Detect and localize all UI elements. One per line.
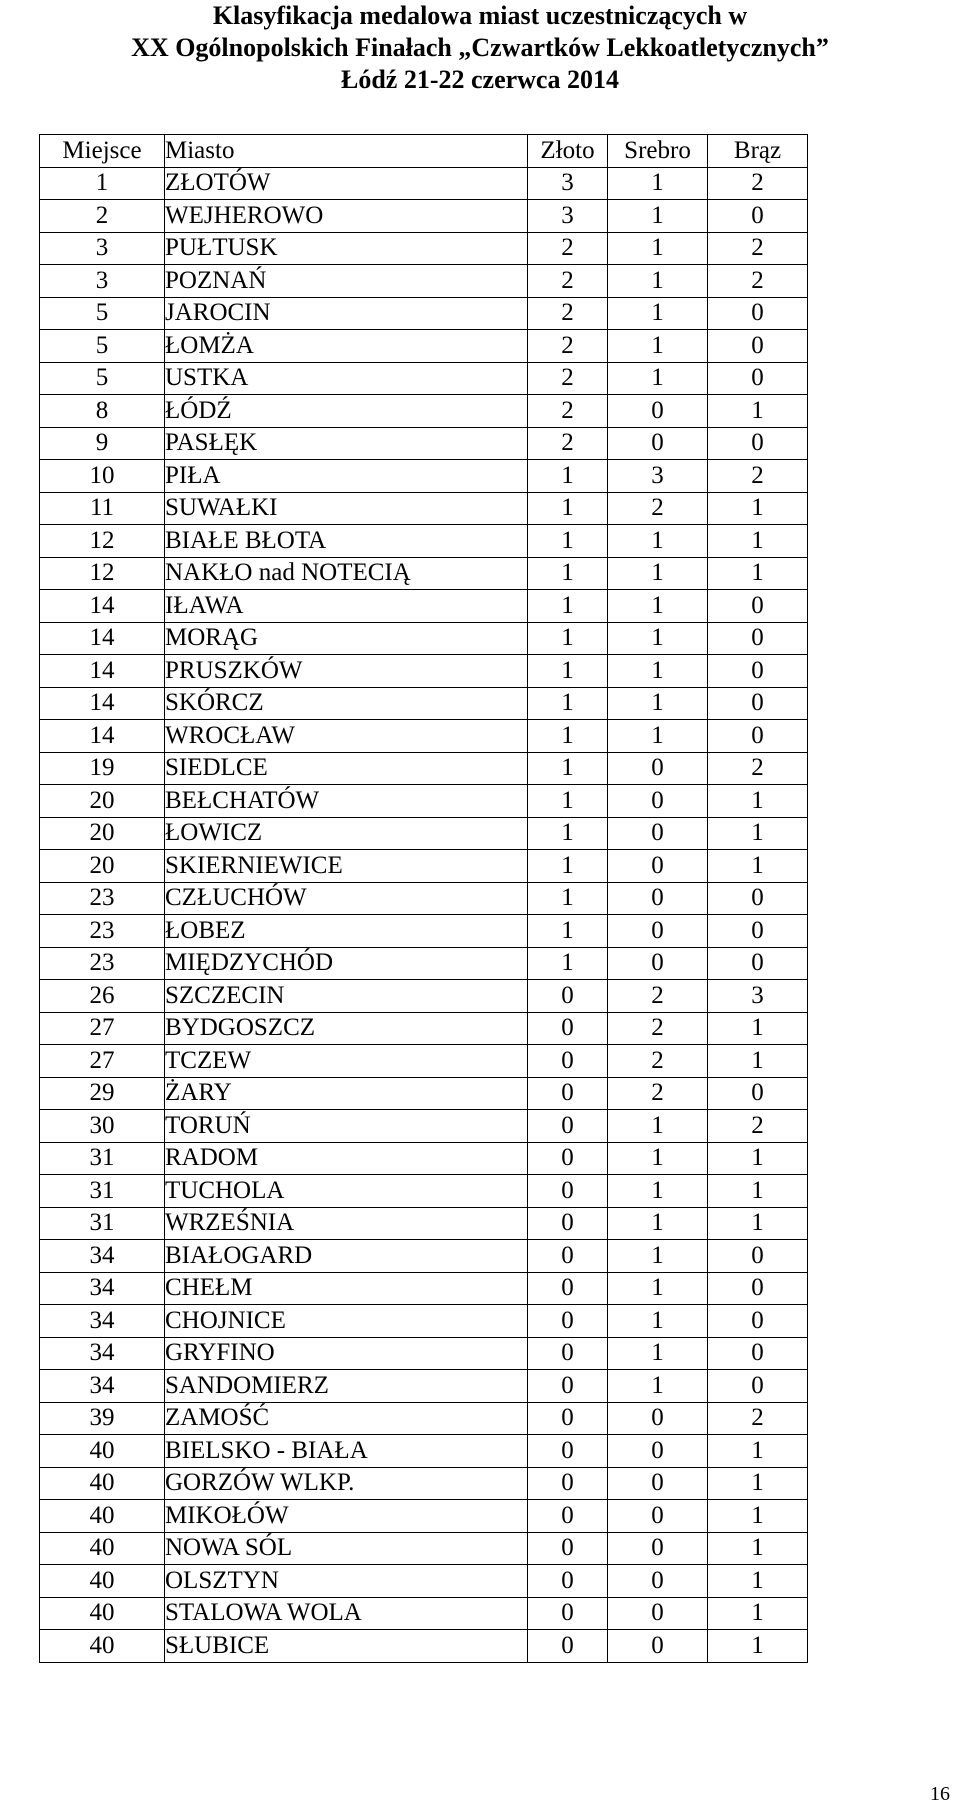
cell-bronze: 2 bbox=[708, 167, 808, 200]
cell-city: PIŁA bbox=[165, 460, 528, 493]
cell-city: WRZEŚNIA bbox=[165, 1207, 528, 1240]
cell-gold: 0 bbox=[528, 980, 608, 1013]
table-row bbox=[40, 720, 808, 753]
table-header-row bbox=[40, 135, 808, 168]
cell-bronze: 0 bbox=[708, 362, 808, 395]
cell-city: WROCŁAW bbox=[165, 720, 528, 753]
title-line-1: Klasyfikacja medalowa miast uczestniczących w bbox=[212, 1, 748, 30]
table-row bbox=[40, 817, 808, 850]
cell-city: SANDOMIERZ bbox=[165, 1370, 528, 1403]
cell-city: SIEDLCE bbox=[165, 752, 528, 785]
medal-table bbox=[39, 134, 808, 1663]
cell-silver: 1 bbox=[608, 167, 708, 200]
cell-place: 40 bbox=[40, 1597, 165, 1630]
cell-place: 29 bbox=[40, 1077, 165, 1110]
cell-city: POZNAŃ bbox=[165, 265, 528, 298]
cell-city: GRYFINO bbox=[165, 1337, 528, 1370]
cell-place: 5 bbox=[40, 330, 165, 363]
cell-bronze: 1 bbox=[708, 1012, 808, 1045]
cell-city: NOWA SÓL bbox=[165, 1532, 528, 1565]
cell-silver: 1 bbox=[608, 330, 708, 363]
table-row bbox=[40, 655, 808, 688]
cell-silver: 1 bbox=[608, 1142, 708, 1175]
cell-silver: 2 bbox=[608, 1012, 708, 1045]
cell-silver: 1 bbox=[608, 687, 708, 720]
table-row bbox=[40, 947, 808, 980]
cell-place: 30 bbox=[40, 1110, 165, 1143]
document-title bbox=[0, 0, 960, 96]
cell-place: 31 bbox=[40, 1142, 165, 1175]
cell-place: 27 bbox=[40, 1045, 165, 1078]
cell-gold: 0 bbox=[528, 1175, 608, 1208]
cell-bronze: 1 bbox=[708, 1142, 808, 1175]
cell-bronze: 0 bbox=[708, 1272, 808, 1305]
cell-bronze: 1 bbox=[708, 1597, 808, 1630]
cell-gold: 0 bbox=[528, 1532, 608, 1565]
cell-place: 34 bbox=[40, 1337, 165, 1370]
cell-silver: 1 bbox=[608, 1370, 708, 1403]
table-row bbox=[40, 1435, 808, 1468]
cell-gold: 1 bbox=[528, 817, 608, 850]
cell-place: 12 bbox=[40, 525, 165, 558]
cell-bronze: 0 bbox=[708, 330, 808, 363]
cell-bronze: 1 bbox=[708, 1532, 808, 1565]
cell-gold: 0 bbox=[528, 1337, 608, 1370]
cell-bronze: 1 bbox=[708, 1435, 808, 1468]
table-row bbox=[40, 232, 808, 265]
cell-place: 10 bbox=[40, 460, 165, 493]
cell-bronze: 1 bbox=[708, 525, 808, 558]
cell-place: 14 bbox=[40, 687, 165, 720]
cell-gold: 0 bbox=[528, 1467, 608, 1500]
cell-place: 14 bbox=[40, 622, 165, 655]
cell-bronze: 2 bbox=[708, 232, 808, 265]
table-row bbox=[40, 1012, 808, 1045]
cell-gold: 1 bbox=[528, 947, 608, 980]
cell-bronze: 0 bbox=[708, 1370, 808, 1403]
cell-silver: 2 bbox=[608, 980, 708, 1013]
cell-bronze: 1 bbox=[708, 1175, 808, 1208]
cell-bronze: 1 bbox=[708, 1207, 808, 1240]
cell-city: BEŁCHATÓW bbox=[165, 785, 528, 818]
cell-place: 40 bbox=[40, 1500, 165, 1533]
cell-bronze: 1 bbox=[708, 785, 808, 818]
cell-silver: 1 bbox=[608, 590, 708, 623]
cell-bronze: 0 bbox=[708, 590, 808, 623]
cell-silver: 1 bbox=[608, 1175, 708, 1208]
cell-gold: 3 bbox=[528, 200, 608, 233]
cell-place: 3 bbox=[40, 265, 165, 298]
cell-gold: 2 bbox=[528, 395, 608, 428]
header-place: Miejsce bbox=[40, 135, 165, 168]
page-number: 16 bbox=[930, 1783, 950, 1805]
cell-gold: 2 bbox=[528, 265, 608, 298]
cell-city: PASŁĘK bbox=[165, 427, 528, 460]
cell-gold: 0 bbox=[528, 1207, 608, 1240]
cell-city: ŁOMŻA bbox=[165, 330, 528, 363]
table-row bbox=[40, 1467, 808, 1500]
cell-bronze: 2 bbox=[708, 460, 808, 493]
cell-gold: 2 bbox=[528, 232, 608, 265]
table-body bbox=[40, 167, 808, 1662]
cell-place: 20 bbox=[40, 817, 165, 850]
cell-place: 23 bbox=[40, 947, 165, 980]
cell-place: 11 bbox=[40, 492, 165, 525]
cell-place: 40 bbox=[40, 1630, 165, 1663]
cell-silver: 0 bbox=[608, 1532, 708, 1565]
table-row bbox=[40, 557, 808, 590]
cell-place: 20 bbox=[40, 785, 165, 818]
cell-city: MORĄG bbox=[165, 622, 528, 655]
cell-silver: 1 bbox=[608, 1110, 708, 1143]
cell-silver: 0 bbox=[608, 752, 708, 785]
cell-city: CHEŁM bbox=[165, 1272, 528, 1305]
cell-gold: 2 bbox=[528, 297, 608, 330]
table-row bbox=[40, 1337, 808, 1370]
cell-place: 3 bbox=[40, 232, 165, 265]
cell-gold: 0 bbox=[528, 1142, 608, 1175]
cell-city: ZAMOŚĆ bbox=[165, 1402, 528, 1435]
cell-city: SZCZECIN bbox=[165, 980, 528, 1013]
cell-city: TORUŃ bbox=[165, 1110, 528, 1143]
cell-city: ŁÓDŹ bbox=[165, 395, 528, 428]
table-row bbox=[40, 1207, 808, 1240]
cell-silver: 1 bbox=[608, 297, 708, 330]
table-row bbox=[40, 1597, 808, 1630]
cell-bronze: 0 bbox=[708, 622, 808, 655]
table-row bbox=[40, 1142, 808, 1175]
table-row bbox=[40, 167, 808, 200]
cell-bronze: 0 bbox=[708, 1240, 808, 1273]
cell-silver: 0 bbox=[608, 1565, 708, 1598]
cell-bronze: 0 bbox=[708, 427, 808, 460]
cell-gold: 1 bbox=[528, 557, 608, 590]
cell-place: 9 bbox=[40, 427, 165, 460]
cell-place: 8 bbox=[40, 395, 165, 428]
cell-gold: 0 bbox=[528, 1045, 608, 1078]
cell-place: 40 bbox=[40, 1435, 165, 1468]
header-bronze: Brąz bbox=[708, 135, 808, 168]
cell-gold: 1 bbox=[528, 622, 608, 655]
cell-silver: 0 bbox=[608, 1630, 708, 1663]
cell-place: 34 bbox=[40, 1240, 165, 1273]
cell-gold: 0 bbox=[528, 1272, 608, 1305]
cell-bronze: 0 bbox=[708, 200, 808, 233]
cell-bronze: 1 bbox=[708, 817, 808, 850]
table-row bbox=[40, 525, 808, 558]
cell-city: SUWAŁKI bbox=[165, 492, 528, 525]
cell-silver: 1 bbox=[608, 525, 708, 558]
cell-place: 39 bbox=[40, 1402, 165, 1435]
table-row bbox=[40, 1532, 808, 1565]
cell-place: 23 bbox=[40, 915, 165, 948]
cell-gold: 2 bbox=[528, 330, 608, 363]
cell-city: MIKOŁÓW bbox=[165, 1500, 528, 1533]
cell-bronze: 1 bbox=[708, 850, 808, 883]
cell-place: 27 bbox=[40, 1012, 165, 1045]
cell-city: ŁOBEZ bbox=[165, 915, 528, 948]
cell-city: SŁUBICE bbox=[165, 1630, 528, 1663]
cell-silver: 1 bbox=[608, 1207, 708, 1240]
cell-silver: 1 bbox=[608, 655, 708, 688]
cell-gold: 1 bbox=[528, 752, 608, 785]
table-row bbox=[40, 297, 808, 330]
cell-city: BYDGOSZCZ bbox=[165, 1012, 528, 1045]
cell-silver: 3 bbox=[608, 460, 708, 493]
cell-gold: 1 bbox=[528, 687, 608, 720]
table-row bbox=[40, 265, 808, 298]
table-row bbox=[40, 785, 808, 818]
cell-silver: 0 bbox=[608, 817, 708, 850]
cell-silver: 1 bbox=[608, 1240, 708, 1273]
table-row bbox=[40, 850, 808, 883]
header-city: Miasto bbox=[165, 135, 528, 168]
cell-silver: 1 bbox=[608, 265, 708, 298]
cell-place: 40 bbox=[40, 1467, 165, 1500]
cell-bronze: 3 bbox=[708, 980, 808, 1013]
table-row bbox=[40, 915, 808, 948]
cell-gold: 1 bbox=[528, 785, 608, 818]
cell-gold: 0 bbox=[528, 1305, 608, 1338]
cell-gold: 0 bbox=[528, 1240, 608, 1273]
cell-city: STALOWA WOLA bbox=[165, 1597, 528, 1630]
cell-city: USTKA bbox=[165, 362, 528, 395]
cell-gold: 1 bbox=[528, 915, 608, 948]
cell-city: PUŁTUSK bbox=[165, 232, 528, 265]
cell-place: 19 bbox=[40, 752, 165, 785]
table-row bbox=[40, 200, 808, 233]
table-row bbox=[40, 687, 808, 720]
cell-bronze: 1 bbox=[708, 492, 808, 525]
table-row bbox=[40, 752, 808, 785]
cell-silver: 1 bbox=[608, 362, 708, 395]
table-row bbox=[40, 1077, 808, 1110]
cell-silver: 0 bbox=[608, 1402, 708, 1435]
cell-city: BIELSKO - BIAŁA bbox=[165, 1435, 528, 1468]
cell-place: 14 bbox=[40, 720, 165, 753]
cell-bronze: 0 bbox=[708, 655, 808, 688]
cell-silver: 0 bbox=[608, 785, 708, 818]
cell-bronze: 0 bbox=[708, 915, 808, 948]
cell-silver: 0 bbox=[608, 882, 708, 915]
cell-place: 14 bbox=[40, 590, 165, 623]
cell-bronze: 1 bbox=[708, 1045, 808, 1078]
cell-bronze: 2 bbox=[708, 752, 808, 785]
cell-place: 34 bbox=[40, 1370, 165, 1403]
cell-gold: 0 bbox=[528, 1012, 608, 1045]
cell-silver: 1 bbox=[608, 1305, 708, 1338]
cell-silver: 1 bbox=[608, 1272, 708, 1305]
cell-gold: 1 bbox=[528, 525, 608, 558]
cell-bronze: 0 bbox=[708, 1077, 808, 1110]
cell-silver: 0 bbox=[608, 1500, 708, 1533]
cell-bronze: 0 bbox=[708, 297, 808, 330]
cell-silver: 0 bbox=[608, 915, 708, 948]
cell-city: MIĘDZYCHÓD bbox=[165, 947, 528, 980]
cell-gold: 3 bbox=[528, 167, 608, 200]
cell-bronze: 1 bbox=[708, 557, 808, 590]
cell-city: JAROCIN bbox=[165, 297, 528, 330]
cell-city: TUCHOLA bbox=[165, 1175, 528, 1208]
table-row bbox=[40, 1630, 808, 1663]
cell-place: 40 bbox=[40, 1565, 165, 1598]
cell-gold: 0 bbox=[528, 1077, 608, 1110]
table-row bbox=[40, 427, 808, 460]
table-row bbox=[40, 460, 808, 493]
table-row bbox=[40, 330, 808, 363]
cell-bronze: 1 bbox=[708, 1565, 808, 1598]
cell-place: 12 bbox=[40, 557, 165, 590]
cell-silver: 0 bbox=[608, 395, 708, 428]
cell-gold: 1 bbox=[528, 460, 608, 493]
cell-place: 5 bbox=[40, 297, 165, 330]
cell-bronze: 2 bbox=[708, 1110, 808, 1143]
cell-bronze: 0 bbox=[708, 882, 808, 915]
cell-silver: 1 bbox=[608, 557, 708, 590]
cell-gold: 0 bbox=[528, 1565, 608, 1598]
header-silver: Srebro bbox=[608, 135, 708, 168]
cell-city: CZŁUCHÓW bbox=[165, 882, 528, 915]
cell-city: OLSZTYN bbox=[165, 1565, 528, 1598]
cell-place: 1 bbox=[40, 167, 165, 200]
cell-silver: 0 bbox=[608, 1597, 708, 1630]
cell-silver: 2 bbox=[608, 492, 708, 525]
table-row bbox=[40, 1370, 808, 1403]
cell-gold: 1 bbox=[528, 882, 608, 915]
cell-silver: 1 bbox=[608, 622, 708, 655]
table-row bbox=[40, 492, 808, 525]
cell-place: 26 bbox=[40, 980, 165, 1013]
cell-silver: 1 bbox=[608, 232, 708, 265]
cell-place: 34 bbox=[40, 1272, 165, 1305]
cell-city: GORZÓW WLKP. bbox=[165, 1467, 528, 1500]
cell-city: RADOM bbox=[165, 1142, 528, 1175]
header-gold: Złoto bbox=[528, 135, 608, 168]
cell-gold: 0 bbox=[528, 1110, 608, 1143]
cell-city: SKIERNIEWICE bbox=[165, 850, 528, 883]
table-row bbox=[40, 1500, 808, 1533]
cell-bronze: 1 bbox=[708, 395, 808, 428]
cell-place: 31 bbox=[40, 1175, 165, 1208]
cell-gold: 0 bbox=[528, 1370, 608, 1403]
cell-silver: 1 bbox=[608, 200, 708, 233]
cell-place: 40 bbox=[40, 1532, 165, 1565]
cell-bronze: 1 bbox=[708, 1467, 808, 1500]
cell-gold: 0 bbox=[528, 1435, 608, 1468]
cell-gold: 1 bbox=[528, 850, 608, 883]
cell-gold: 0 bbox=[528, 1402, 608, 1435]
table-row bbox=[40, 882, 808, 915]
cell-gold: 0 bbox=[528, 1597, 608, 1630]
table-row bbox=[40, 1402, 808, 1435]
table-row bbox=[40, 1175, 808, 1208]
cell-bronze: 2 bbox=[708, 265, 808, 298]
cell-city: BIAŁOGARD bbox=[165, 1240, 528, 1273]
cell-place: 20 bbox=[40, 850, 165, 883]
title-line-3: Łódź 21-22 czerwca 2014 bbox=[341, 65, 619, 94]
cell-city: NAKŁO nad NOTECIĄ bbox=[165, 557, 528, 590]
cell-bronze: 0 bbox=[708, 1305, 808, 1338]
cell-city: WEJHEROWO bbox=[165, 200, 528, 233]
cell-bronze: 0 bbox=[708, 947, 808, 980]
table-row bbox=[40, 1305, 808, 1338]
cell-bronze: 1 bbox=[708, 1630, 808, 1663]
cell-city: CHOJNICE bbox=[165, 1305, 528, 1338]
cell-bronze: 0 bbox=[708, 687, 808, 720]
cell-silver: 2 bbox=[608, 1045, 708, 1078]
cell-city: ZŁOTÓW bbox=[165, 167, 528, 200]
cell-city: IŁAWA bbox=[165, 590, 528, 623]
cell-gold: 0 bbox=[528, 1630, 608, 1663]
cell-place: 31 bbox=[40, 1207, 165, 1240]
cell-silver: 0 bbox=[608, 850, 708, 883]
cell-gold: 1 bbox=[528, 655, 608, 688]
table-row bbox=[40, 1565, 808, 1598]
cell-gold: 1 bbox=[528, 720, 608, 753]
cell-place: 23 bbox=[40, 882, 165, 915]
cell-silver: 1 bbox=[608, 720, 708, 753]
cell-city: TCZEW bbox=[165, 1045, 528, 1078]
cell-city: PRUSZKÓW bbox=[165, 655, 528, 688]
table-row bbox=[40, 590, 808, 623]
cell-city: SKÓRCZ bbox=[165, 687, 528, 720]
cell-bronze: 0 bbox=[708, 1337, 808, 1370]
cell-place: 5 bbox=[40, 362, 165, 395]
cell-bronze: 2 bbox=[708, 1402, 808, 1435]
cell-gold: 0 bbox=[528, 1500, 608, 1533]
cell-place: 2 bbox=[40, 200, 165, 233]
cell-silver: 0 bbox=[608, 1435, 708, 1468]
cell-silver: 0 bbox=[608, 1467, 708, 1500]
table-row bbox=[40, 1272, 808, 1305]
cell-bronze: 1 bbox=[708, 1500, 808, 1533]
table-row bbox=[40, 1240, 808, 1273]
cell-city: ŻARY bbox=[165, 1077, 528, 1110]
cell-silver: 1 bbox=[608, 1337, 708, 1370]
table-row bbox=[40, 622, 808, 655]
table-row bbox=[40, 395, 808, 428]
cell-gold: 1 bbox=[528, 590, 608, 623]
cell-city: ŁOWICZ bbox=[165, 817, 528, 850]
cell-silver: 0 bbox=[608, 427, 708, 460]
cell-bronze: 0 bbox=[708, 720, 808, 753]
table-row bbox=[40, 1110, 808, 1143]
cell-silver: 0 bbox=[608, 947, 708, 980]
title-line-2: XX Ogólnopolskich Finałach „Czwartków Lekkoatletycznych” bbox=[131, 33, 829, 62]
table-row bbox=[40, 362, 808, 395]
cell-city: BIAŁE BŁOTA bbox=[165, 525, 528, 558]
cell-silver: 2 bbox=[608, 1077, 708, 1110]
cell-place: 14 bbox=[40, 655, 165, 688]
cell-gold: 1 bbox=[528, 492, 608, 525]
cell-gold: 2 bbox=[528, 362, 608, 395]
table-row bbox=[40, 980, 808, 1013]
cell-place: 34 bbox=[40, 1305, 165, 1338]
table-row bbox=[40, 1045, 808, 1078]
cell-gold: 2 bbox=[528, 427, 608, 460]
